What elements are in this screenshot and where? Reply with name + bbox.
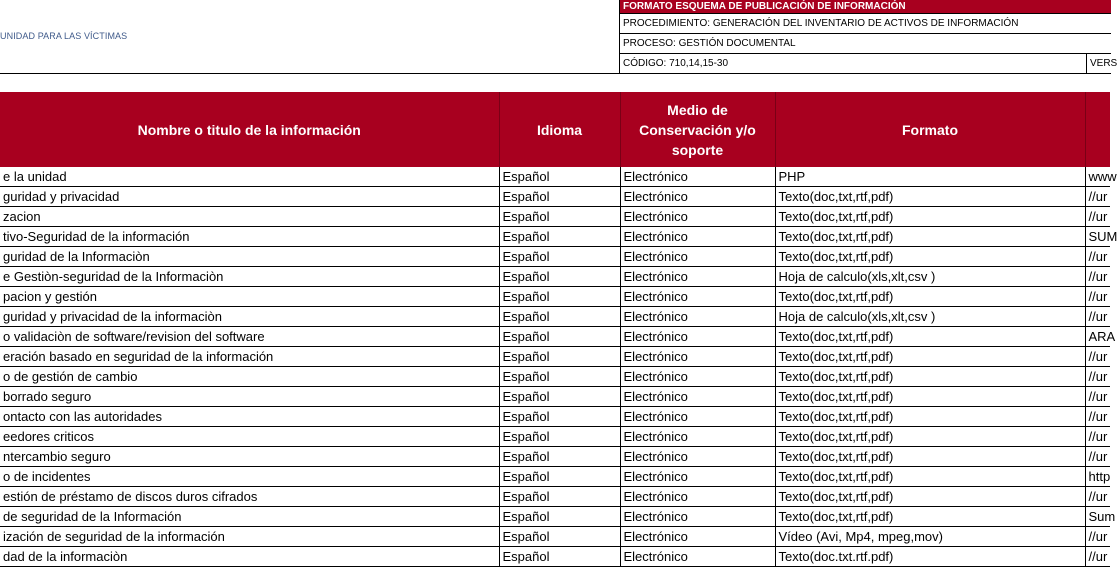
cell-format[interactable]: Texto(doc,txt,rtf,pdf)	[775, 367, 1085, 387]
table-row	[0, 207, 1110, 227]
cell-medium[interactable]: Electrónico	[620, 407, 775, 427]
cell-language[interactable]: Español	[499, 427, 620, 447]
cell-medium[interactable]: Electrónico	[620, 447, 775, 467]
table-row	[0, 187, 1110, 207]
cell-format[interactable]: Texto(doc,txt,rtf,pdf)	[775, 327, 1085, 347]
organization-logo-text: UNIDAD PARA LAS VÍCTIMAS	[0, 31, 128, 41]
cell-language[interactable]: Español	[499, 187, 620, 207]
cell-medium[interactable]: Electrónico	[620, 487, 775, 507]
table-row	[0, 327, 1110, 347]
cell-location[interactable]: //ur	[1085, 247, 1110, 267]
table-row	[0, 367, 1110, 387]
cell-name[interactable]: guridad de la Informaciòn	[0, 247, 499, 267]
cell-name[interactable]: tivo-Seguridad de la información	[0, 227, 499, 247]
cell-name[interactable]: ontacto con las autoridades	[0, 407, 499, 427]
cell-medium[interactable]: Electrónico	[620, 227, 775, 247]
cell-name[interactable]: zacion	[0, 207, 499, 227]
cell-format[interactable]: Hoja de calculo(xls,xlt,csv )	[775, 307, 1085, 327]
cell-medium[interactable]: Electrónico	[620, 307, 775, 327]
cell-medium[interactable]: Electrónico	[620, 507, 775, 527]
cell-format[interactable]: Vídeo (Avi, Mp4, mpeg,mov)	[775, 527, 1085, 547]
cell-location[interactable]: //ur	[1085, 527, 1110, 547]
form-title: FORMATO ESQUEMA DE PUBLICACIÓN DE INFORMACIÓN	[620, 0, 1111, 14]
cell-medium[interactable]: Electrónico	[620, 247, 775, 267]
cell-language[interactable]: Español	[499, 547, 620, 567]
cell-location[interactable]: ARA	[1085, 327, 1110, 347]
cell-language[interactable]: Español	[499, 207, 620, 227]
table-row	[0, 407, 1110, 427]
cell-language[interactable]: Español	[499, 247, 620, 267]
header-divider	[0, 73, 1110, 74]
cell-format[interactable]: Texto(doc,txt,rtf,pdf)	[775, 487, 1085, 507]
cell-location[interactable]: http	[1085, 467, 1110, 487]
cell-medium[interactable]: Electrónico	[620, 467, 775, 487]
column-header-location[interactable]	[1085, 92, 1110, 167]
cell-format[interactable]: Texto(doc,txt,rtf,pdf)	[775, 207, 1085, 227]
cell-format[interactable]: Texto(doc.txt.rtf.pdf)	[775, 547, 1085, 567]
table-row	[0, 467, 1110, 487]
cell-location[interactable]: www	[1085, 167, 1110, 187]
cell-name[interactable]: borrado seguro	[0, 387, 499, 407]
cell-name[interactable]: de seguridad de la Información	[0, 507, 499, 527]
cell-name[interactable]: eración basado en seguridad de la información	[0, 347, 499, 367]
cell-medium[interactable]: Electrónico	[620, 287, 775, 307]
cell-name[interactable]: pacion y gestión	[0, 287, 499, 307]
cell-medium[interactable]: Electrónico	[620, 347, 775, 367]
document-header-block	[619, 0, 1117, 74]
table-row	[0, 267, 1110, 287]
cell-medium[interactable]: Electrónico	[620, 327, 775, 347]
cell-medium[interactable]: Electrónico	[620, 387, 775, 407]
cell-language[interactable]: Español	[499, 447, 620, 467]
cell-location[interactable]: //ur	[1085, 447, 1110, 467]
cell-medium[interactable]: Electrónico	[620, 547, 775, 567]
cell-name[interactable]: e Gestiòn-seguridad de la Informaciòn	[0, 267, 499, 287]
cell-language[interactable]: Español	[499, 307, 620, 327]
cell-location[interactable]: //ur	[1085, 287, 1110, 307]
cell-language[interactable]: Español	[499, 267, 620, 287]
cell-format[interactable]: Texto(doc,txt,rtf,pdf)	[775, 447, 1085, 467]
table-row	[0, 347, 1110, 367]
cell-language[interactable]: Español	[499, 487, 620, 507]
table-row	[0, 447, 1110, 467]
cell-language[interactable]: Español	[499, 347, 620, 367]
cell-medium[interactable]: Electrónico	[620, 367, 775, 387]
column-header-medium[interactable]: Medio de Conservación y/o soporte	[620, 92, 775, 167]
cell-name[interactable]: o validaciòn de software/revision del software	[0, 327, 499, 347]
code-row	[620, 54, 1117, 74]
cell-name[interactable]: dad de la informaciòn	[0, 547, 499, 567]
table-body	[0, 167, 1117, 567]
column-header-name[interactable]: Nombre o titulo de la información	[0, 92, 499, 167]
cell-name[interactable]: ntercambio seguro	[0, 447, 499, 467]
table-row	[0, 507, 1110, 527]
cell-name[interactable]: ización de seguridad de la información	[0, 527, 499, 547]
cell-medium[interactable]: Electrónico	[620, 527, 775, 547]
procedure-label: PROCEDIMIENTO: GENERACIÓN DEL INVENTARIO DE ACTIVOS DE INFORMACIÓN	[620, 14, 1111, 34]
cell-name[interactable]: eedores criticos	[0, 427, 499, 447]
spreadsheet-area	[0, 92, 1117, 567]
cell-location[interactable]: //ur	[1085, 487, 1110, 507]
cell-location[interactable]: //ur	[1085, 367, 1110, 387]
cell-format[interactable]: Texto(doc,txt,rtf,pdf)	[775, 507, 1085, 527]
cell-name[interactable]: estión de préstamo de discos duros cifrados	[0, 487, 499, 507]
cell-medium[interactable]: Electrónico	[620, 207, 775, 227]
information-publication-table	[0, 92, 1117, 567]
process-label: PROCESO: GESTIÓN DOCUMENTAL	[620, 34, 1111, 54]
cell-location[interactable]: //ur	[1085, 187, 1110, 207]
cell-location[interactable]: //ur	[1085, 207, 1110, 227]
table-row	[0, 167, 1110, 187]
table-row	[0, 247, 1110, 267]
cell-language[interactable]: Español	[499, 407, 620, 427]
table-row	[0, 307, 1110, 327]
cell-name[interactable]: o de gestión de cambio	[0, 367, 499, 387]
cell-format[interactable]: Texto(doc,txt,rtf,pdf)	[775, 347, 1085, 367]
cell-language[interactable]: Español	[499, 167, 620, 187]
cell-language[interactable]: Español	[499, 327, 620, 347]
cell-language[interactable]: Español	[499, 507, 620, 527]
cell-format[interactable]: Texto(doc,txt,rtf,pdf)	[775, 247, 1085, 267]
cell-format[interactable]: Texto(doc,txt,rtf,pdf)	[775, 227, 1085, 247]
column-header-format[interactable]: Formato	[775, 92, 1085, 167]
cell-format[interactable]: Texto(doc,txt,rtf,pdf)	[775, 407, 1085, 427]
cell-language[interactable]: Español	[499, 367, 620, 387]
cell-medium[interactable]: Electrónico	[620, 267, 775, 287]
cell-name[interactable]: o de incidentes	[0, 467, 499, 487]
cell-medium[interactable]: Electrónico	[620, 167, 775, 187]
cell-language[interactable]: Español	[499, 387, 620, 407]
cell-format[interactable]: Texto(doc,txt,rtf,pdf)	[775, 187, 1085, 207]
column-header-language[interactable]: Idioma	[499, 92, 620, 167]
table-row	[0, 547, 1110, 567]
cell-location[interactable]: Sum	[1085, 507, 1110, 527]
cell-location[interactable]: //ur	[1085, 407, 1110, 427]
table-header-row	[0, 92, 1110, 167]
table-row	[0, 427, 1110, 447]
cell-language[interactable]: Español	[499, 287, 620, 307]
cell-location[interactable]: //ur	[1085, 347, 1110, 367]
cell-location[interactable]: SUM	[1085, 227, 1110, 247]
cell-language[interactable]: Español	[499, 527, 620, 547]
table-row	[0, 487, 1110, 507]
cell-format[interactable]: Texto(doc,txt,rtf,pdf)	[775, 387, 1085, 407]
code-label: CÓDIGO: 710,14,15-30	[623, 58, 729, 69]
cell-medium[interactable]: Electrónico	[620, 427, 775, 447]
cell-location[interactable]: //ur	[1085, 387, 1110, 407]
cell-format[interactable]: Texto(doc,txt,rtf,pdf)	[775, 427, 1085, 447]
cell-format[interactable]: Hoja de calculo(xls,xlt,csv )	[775, 267, 1085, 287]
cell-medium[interactable]: Electrónico	[620, 187, 775, 207]
cell-location[interactable]: //ur	[1085, 307, 1110, 327]
cell-name[interactable]: guridad y privacidad de la informaciòn	[0, 307, 499, 327]
table-row	[0, 287, 1110, 307]
table-row	[0, 387, 1110, 407]
cell-location[interactable]: //ur	[1085, 427, 1110, 447]
cell-language[interactable]: Español	[499, 467, 620, 487]
cell-name[interactable]: guridad y privacidad	[0, 187, 499, 207]
cell-language[interactable]: Español	[499, 227, 620, 247]
table-row	[0, 227, 1110, 247]
version-label: VERS	[1086, 54, 1117, 73]
cell-format[interactable]: Texto(doc,txt,rtf,pdf)	[775, 287, 1085, 307]
cell-format[interactable]: PHP	[775, 167, 1085, 187]
cell-location[interactable]: //ur	[1085, 267, 1110, 287]
cell-location[interactable]: //ur	[1085, 547, 1110, 567]
cell-format[interactable]: Texto(doc,txt,rtf,pdf)	[775, 467, 1085, 487]
table-row	[0, 527, 1110, 547]
cell-name[interactable]: e la unidad	[0, 167, 499, 187]
